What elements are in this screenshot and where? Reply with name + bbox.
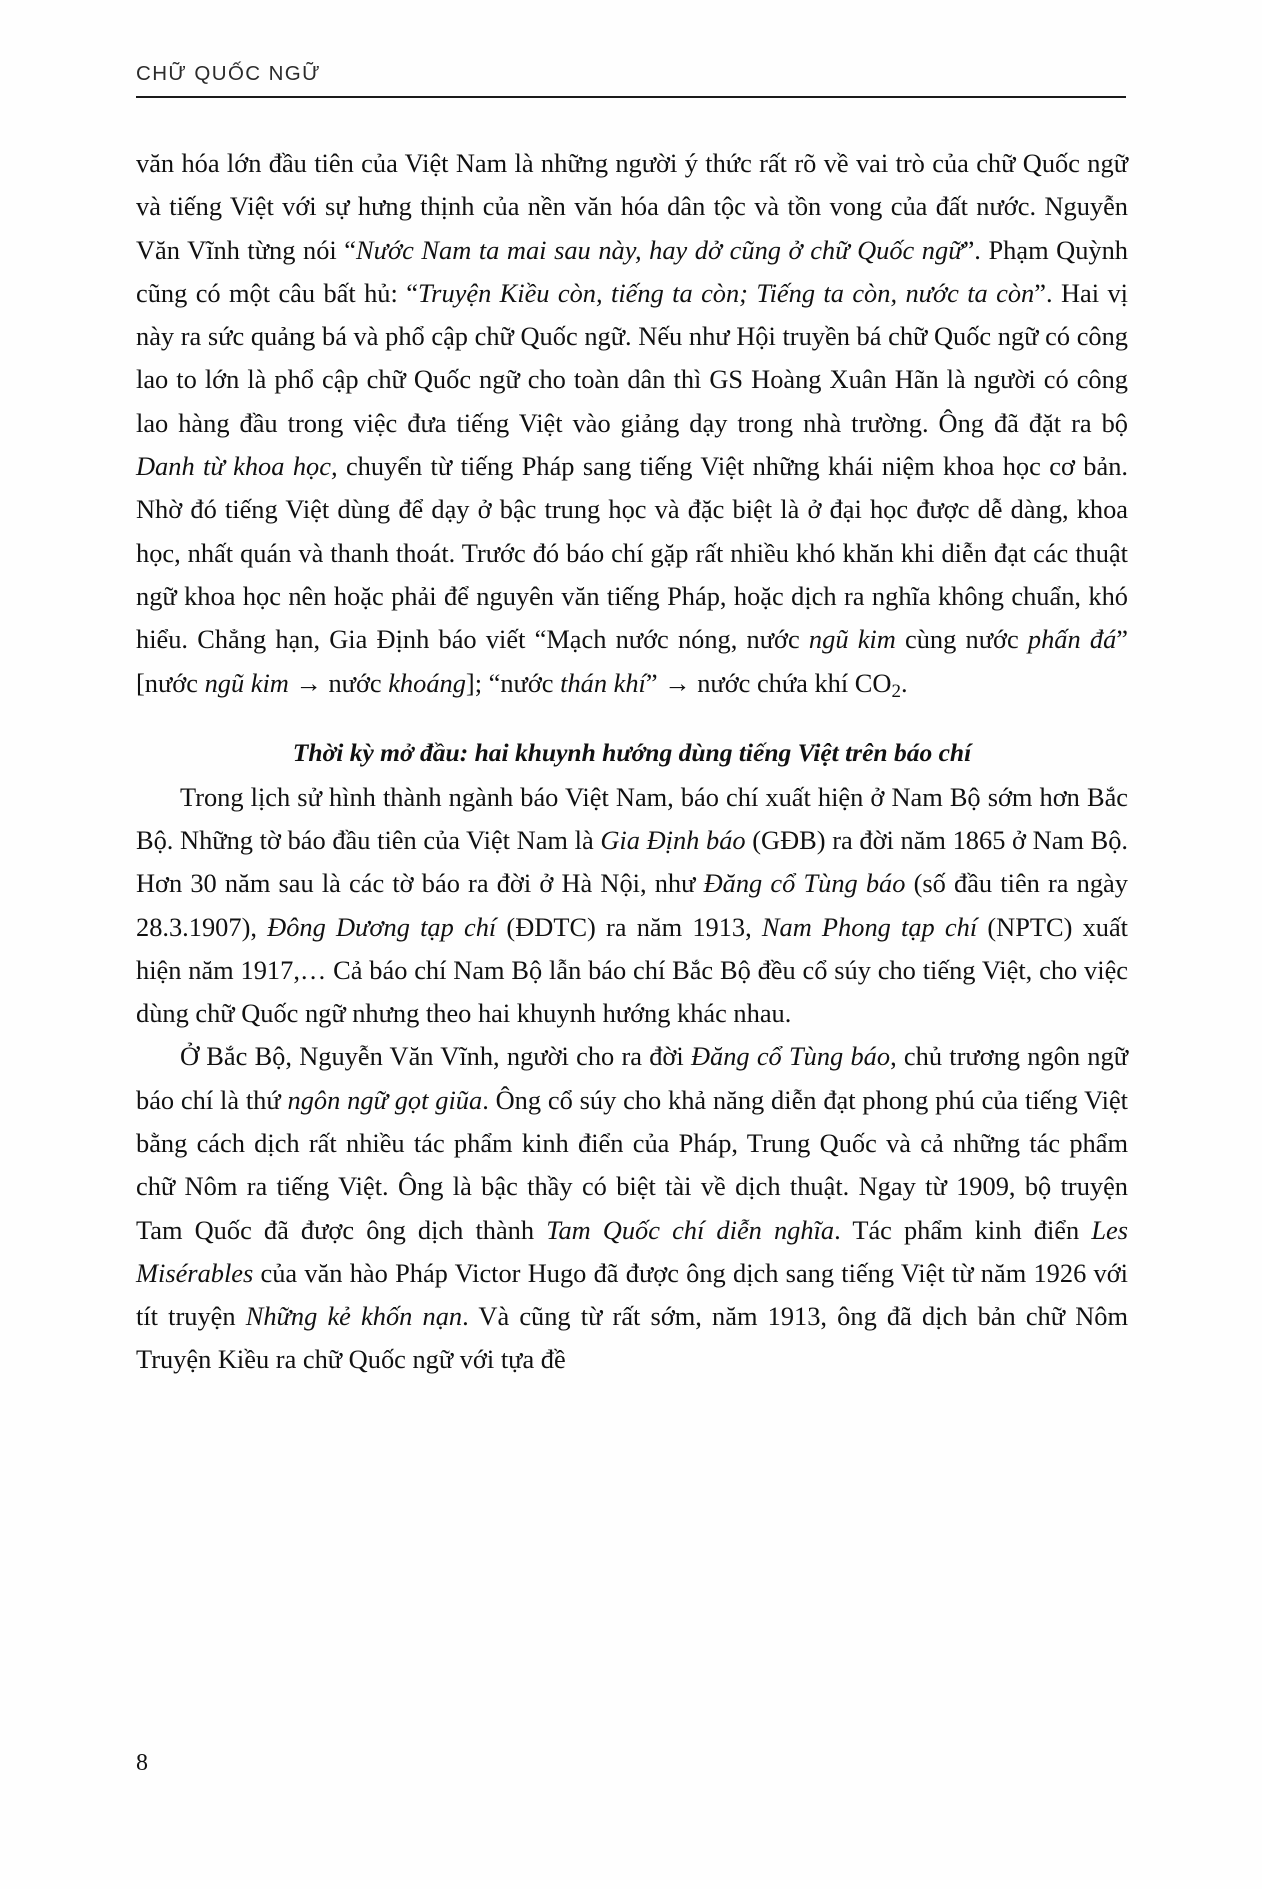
page-header bbox=[136, 62, 1126, 98]
paragraph-continued bbox=[136, 142, 1128, 713]
paragraph-nguyen-van-vinh bbox=[136, 1035, 1128, 1381]
section-subheading: Thời kỳ mở đầu: hai khuynh hướng dùng tiếng Việt trên báo chí bbox=[292, 737, 972, 767]
rich-text: văn hóa lớn đầu tiên của Việt Nam là những người ý thức rất rõ về vai trò của chữ Quốc ngữ và tiếng Việt với sự hưng thịnh của nền văn hóa dân tộc và tồn vong của đất nước. Nguyễn Văn Vĩnh từng nói “Nước Nam ta mai sau này, hay dở cũng ở chữ Quốc ngữ”. Phạm Quỳnh cũng có một câu bất hủ: “Truyện Kiều còn, tiếng ta còn; Tiếng ta còn, nước ta còn”. Hai vị này ra sức quảng bá và phổ cập chữ Quốc ngữ. Nếu như Hội truyền bá chữ Quốc ngữ có công lao to lớn là phổ cập chữ Quốc ngữ cho toàn dân thì GS Hoàng Xuân Hãn là người có công lao hàng đầu trong việc đưa tiếng Việt vào giảng dạy trong nhà trường. Ông đã đặt ra bộ Danh từ khoa học, chuyển từ tiếng Pháp sang tiếng Việt những khái niệm khoa học cơ bản. Nhờ đó tiếng Việt dùng để dạy ở bậc trung học và đặc biệt là ở đại học được dễ dàng, khoa học, nhất quán và thanh thoát. Trước đó báo chí gặp rất nhiều khó khăn khi diễn đạt các thuật ngữ khoa học nên hoặc phải để nguyên văn tiếng Pháp, hoặc dịch ra nghĩa không chuẩn, khó hiểu. Chẳng hạn, Gia Định báo viết “Mạch nước nóng, nước ngũ kim cùng nước phấn đá” [nước ngũ kim → nước khoáng]; “nước thán khí” → nước chứa khí $CO_2$. bbox=[136, 148, 1129, 702]
running-title: CHỮ QUỐC NGỮ bbox=[136, 62, 322, 85]
rich-text: Ở Bắc Bộ, Nguyễn Văn Vĩnh, người cho ra đời Đăng cổ Tùng báo, chủ trương ngôn ngữ báo chí là thứ ngôn ngữ gọt giũa. Ông cổ súy cho khả năng diễn đạt phong phú của tiếng Việt bằng cách dịch rất nhiều tác phẩm kinh điển của Pháp, Trung Quốc và cả những tác phẩm chữ Nôm ra tiếng Việt. Ông là bậc thầy có biệt tài về dịch thuật. Ngay từ 1909, bộ truyện Tam Quốc đã được ông dịch thành Tam Quốc chí diễn nghĩa. Tác phẩm kinh điển Les Misérables của văn hào Pháp Victor Hugo đã được ông dịch sang tiếng Việt từ năm 1926 với tít truyện Những kẻ khốn nạn. Và cũng từ rất sớm, năm 1913, ông đã dịch bản chữ Nôm Truyện Kiều ra chữ Quốc ngữ với tựa đề bbox=[136, 1041, 1128, 1375]
paragraph-history-of-press bbox=[136, 776, 1128, 1036]
header-divider bbox=[136, 96, 1126, 98]
page-content bbox=[136, 142, 1128, 1382]
page-number: 8 bbox=[136, 1750, 148, 1776]
rich-text: Trong lịch sử hình thành ngành báo Việt Nam, báo chí xuất hiện ở Nam Bộ sớm hơn Bắc Bộ. Những tờ báo đầu tiên của Việt Nam là Gia Định báo (GĐB) ra đời năm 1865 ở Nam Bộ. Hơn 30 năm sau là các tờ báo ra đời ở Hà Nội, như Đăng cổ Tùng báo (số đầu tiên ra ngày 28.3.1907), Đông Dương tạp chí (ĐDTC) ra năm 1913, Nam Phong tạp chí (NPTC) xuất hiện năm 1917,… Cả báo chí Nam Bộ lẫn báo chí Bắc Bộ đều cổ súy cho tiếng Việt, cho việc dùng chữ Quốc ngữ nhưng theo hai khuynh hướng khác nhau. bbox=[136, 781, 1129, 1029]
